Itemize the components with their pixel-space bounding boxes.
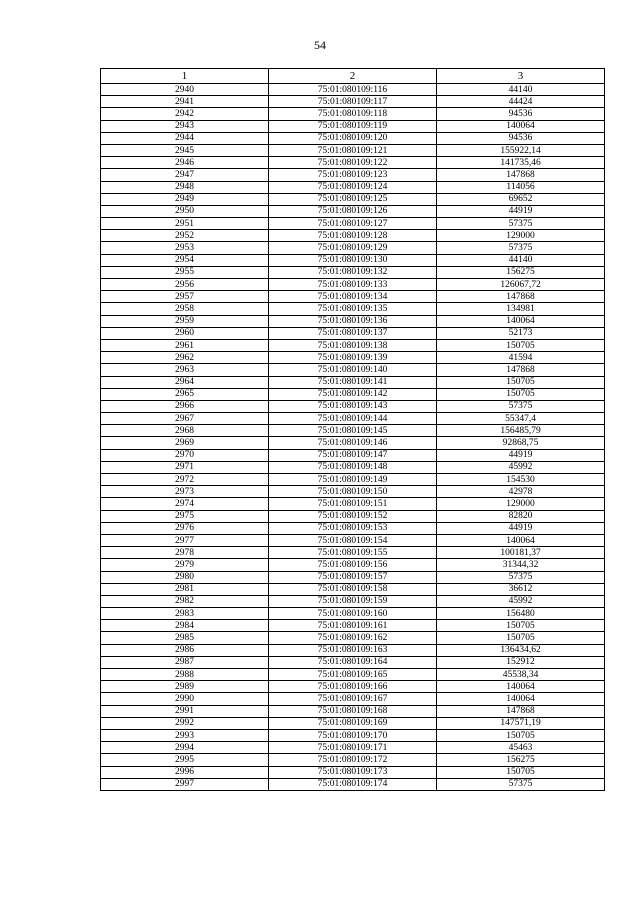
cadastral-number-cell: 75:01:080109:119: [269, 120, 437, 132]
value-cell: 44140: [437, 254, 605, 266]
cadastral-number-cell: 75:01:080109:167: [269, 693, 437, 705]
row-number-cell: 2948: [101, 181, 269, 193]
cadastral-number-cell: 75:01:080109:129: [269, 242, 437, 254]
cadastral-number-cell: 75:01:080109:172: [269, 754, 437, 766]
table-row: [101, 169, 605, 181]
value-cell: 45992: [437, 461, 605, 473]
row-number-cell: 2968: [101, 425, 269, 437]
value-cell: 150705: [437, 729, 605, 741]
cadastral-number-cell: 75:01:080109:160: [269, 608, 437, 620]
table-row: [101, 729, 605, 741]
cadastral-number-cell: 75:01:080109:137: [269, 327, 437, 339]
value-cell: 147868: [437, 291, 605, 303]
value-cell: 136434,62: [437, 644, 605, 656]
row-number-cell: 2976: [101, 522, 269, 534]
table-row: [101, 205, 605, 217]
row-number-cell: 2980: [101, 571, 269, 583]
table-row: [101, 266, 605, 278]
table-row: [101, 474, 605, 486]
row-number-cell: 2951: [101, 218, 269, 230]
value-cell: 156480: [437, 608, 605, 620]
table-body: [101, 84, 605, 791]
row-number-cell: 2994: [101, 742, 269, 754]
table-row: [101, 571, 605, 583]
row-number-cell: 2971: [101, 461, 269, 473]
cadastral-number-cell: 75:01:080109:163: [269, 644, 437, 656]
row-number-cell: 2969: [101, 437, 269, 449]
row-number-cell: 2965: [101, 388, 269, 400]
value-cell: 156275: [437, 266, 605, 278]
table-row: [101, 620, 605, 632]
cadastral-number-cell: 75:01:080109:126: [269, 205, 437, 217]
value-cell: 150705: [437, 766, 605, 778]
header-row: [101, 69, 605, 84]
table-row: [101, 400, 605, 412]
table-row: [101, 388, 605, 400]
cadastral-number-cell: 75:01:080109:125: [269, 193, 437, 205]
value-cell: 129000: [437, 230, 605, 242]
row-number-cell: 2995: [101, 754, 269, 766]
page-number: 54: [314, 38, 326, 52]
value-cell: 126067,72: [437, 279, 605, 291]
value-cell: 114056: [437, 181, 605, 193]
cadastral-number-cell: 75:01:080109:155: [269, 547, 437, 559]
row-number-cell: 2977: [101, 534, 269, 546]
row-number-cell: 2973: [101, 486, 269, 498]
value-cell: 100181,37: [437, 547, 605, 559]
row-number-cell: 2960: [101, 327, 269, 339]
value-cell: 155922,14: [437, 144, 605, 156]
cadastral-number-cell: 75:01:080109:139: [269, 352, 437, 364]
cadastral-number-cell: 75:01:080109:166: [269, 681, 437, 693]
table-row: [101, 595, 605, 607]
row-number-cell: 2993: [101, 729, 269, 741]
row-number-cell: 2985: [101, 632, 269, 644]
column-header-3: 3: [437, 69, 605, 84]
row-number-cell: 2957: [101, 291, 269, 303]
table-row: [101, 437, 605, 449]
value-cell: 156275: [437, 754, 605, 766]
value-cell: 44140: [437, 84, 605, 96]
row-number-cell: 2955: [101, 266, 269, 278]
value-cell: 150705: [437, 632, 605, 644]
table-row: [101, 486, 605, 498]
row-number-cell: 2984: [101, 620, 269, 632]
table-row: [101, 705, 605, 717]
cadastral-number-cell: 75:01:080109:147: [269, 449, 437, 461]
cadastral-number-cell: 75:01:080109:174: [269, 778, 437, 790]
column-header-2: 2: [269, 69, 437, 84]
table-row: [101, 364, 605, 376]
value-cell: 147571,19: [437, 717, 605, 729]
table-row: [101, 754, 605, 766]
table-row: [101, 669, 605, 681]
value-cell: 150705: [437, 339, 605, 351]
row-number-cell: 2949: [101, 193, 269, 205]
value-cell: 92868,75: [437, 437, 605, 449]
value-cell: 52173: [437, 327, 605, 339]
cadastral-number-cell: 75:01:080109:135: [269, 303, 437, 315]
value-cell: 57375: [437, 218, 605, 230]
value-cell: 150705: [437, 388, 605, 400]
table-row: [101, 315, 605, 327]
cadastral-number-cell: 75:01:080109:157: [269, 571, 437, 583]
data-table: [100, 68, 605, 791]
row-number-cell: 2992: [101, 717, 269, 729]
row-number-cell: 2970: [101, 449, 269, 461]
table-row: [101, 559, 605, 571]
value-cell: 57375: [437, 242, 605, 254]
cadastral-number-cell: 75:01:080109:165: [269, 669, 437, 681]
row-number-cell: 2958: [101, 303, 269, 315]
row-number-cell: 2953: [101, 242, 269, 254]
table-row: [101, 339, 605, 351]
cadastral-number-cell: 75:01:080109:153: [269, 522, 437, 534]
row-number-cell: 2952: [101, 230, 269, 242]
row-number-cell: 2947: [101, 169, 269, 181]
table-row: [101, 327, 605, 339]
table-row: [101, 778, 605, 790]
table-header: [101, 69, 605, 84]
row-number-cell: 2956: [101, 279, 269, 291]
value-cell: 36612: [437, 583, 605, 595]
row-number-cell: 2943: [101, 120, 269, 132]
table-row: [101, 413, 605, 425]
cadastral-number-cell: 75:01:080109:128: [269, 230, 437, 242]
row-number-cell: 2964: [101, 376, 269, 388]
value-cell: 134981: [437, 303, 605, 315]
value-cell: 154530: [437, 474, 605, 486]
value-cell: 45463: [437, 742, 605, 754]
cadastral-number-cell: 75:01:080109:154: [269, 534, 437, 546]
table-row: [101, 534, 605, 546]
row-number-cell: 2989: [101, 681, 269, 693]
table-row: [101, 303, 605, 315]
cadastral-number-cell: 75:01:080109:149: [269, 474, 437, 486]
table-row: [101, 230, 605, 242]
cadastral-number-cell: 75:01:080109:124: [269, 181, 437, 193]
cadastral-number-cell: 75:01:080109:145: [269, 425, 437, 437]
table-row: [101, 144, 605, 156]
table-row: [101, 522, 605, 534]
cadastral-number-cell: 75:01:080109:143: [269, 400, 437, 412]
row-number-cell: 2950: [101, 205, 269, 217]
value-cell: 140064: [437, 120, 605, 132]
row-number-cell: 2982: [101, 595, 269, 607]
cadastral-number-cell: 75:01:080109:136: [269, 315, 437, 327]
cadastral-number-cell: 75:01:080109:170: [269, 729, 437, 741]
value-cell: 147868: [437, 364, 605, 376]
table-row: [101, 717, 605, 729]
row-number-cell: 2979: [101, 559, 269, 571]
row-number-cell: 2986: [101, 644, 269, 656]
row-number-cell: 2981: [101, 583, 269, 595]
cadastral-number-cell: 75:01:080109:159: [269, 595, 437, 607]
value-cell: 69652: [437, 193, 605, 205]
row-number-cell: 2962: [101, 352, 269, 364]
row-number-cell: 2974: [101, 498, 269, 510]
value-cell: 45992: [437, 595, 605, 607]
table-row: [101, 279, 605, 291]
cadastral-number-cell: 75:01:080109:171: [269, 742, 437, 754]
table-row: [101, 461, 605, 473]
table-row: [101, 120, 605, 132]
cadastral-number-cell: 75:01:080109:134: [269, 291, 437, 303]
cadastral-number-cell: 75:01:080109:169: [269, 717, 437, 729]
row-number-cell: 2944: [101, 132, 269, 144]
row-number-cell: 2997: [101, 778, 269, 790]
value-cell: 147868: [437, 705, 605, 717]
table-row: [101, 291, 605, 303]
table-row: [101, 449, 605, 461]
value-cell: 57375: [437, 778, 605, 790]
value-cell: 41594: [437, 352, 605, 364]
column-header-1: 1: [101, 69, 269, 84]
cadastral-number-cell: 75:01:080109:162: [269, 632, 437, 644]
value-cell: 150705: [437, 376, 605, 388]
value-cell: 44919: [437, 522, 605, 534]
cadastral-number-cell: 75:01:080109:161: [269, 620, 437, 632]
value-cell: 57375: [437, 400, 605, 412]
table-row: [101, 681, 605, 693]
table-row: [101, 193, 605, 205]
row-number-cell: 2987: [101, 656, 269, 668]
value-cell: 57375: [437, 571, 605, 583]
cadastral-number-cell: 75:01:080109:138: [269, 339, 437, 351]
row-number-cell: 2996: [101, 766, 269, 778]
cadastral-number-cell: 75:01:080109:152: [269, 510, 437, 522]
row-number-cell: 2975: [101, 510, 269, 522]
table-row: [101, 108, 605, 120]
table-row: [101, 181, 605, 193]
cadastral-number-cell: 75:01:080109:142: [269, 388, 437, 400]
cadastral-number-cell: 75:01:080109:133: [269, 279, 437, 291]
cadastral-number-cell: 75:01:080109:132: [269, 266, 437, 278]
cadastral-number-cell: 75:01:080109:122: [269, 157, 437, 169]
cadastral-number-cell: 75:01:080109:121: [269, 144, 437, 156]
cadastral-number-cell: 75:01:080109:127: [269, 218, 437, 230]
table-row: [101, 84, 605, 96]
value-cell: 156485,79: [437, 425, 605, 437]
value-cell: 94536: [437, 132, 605, 144]
value-cell: 140064: [437, 315, 605, 327]
table-row: [101, 254, 605, 266]
value-cell: 44919: [437, 205, 605, 217]
value-cell: 44424: [437, 96, 605, 108]
value-cell: 42978: [437, 486, 605, 498]
cadastral-number-cell: 75:01:080109:141: [269, 376, 437, 388]
row-number-cell: 2961: [101, 339, 269, 351]
cadastral-number-cell: 75:01:080109:130: [269, 254, 437, 266]
value-cell: 140064: [437, 534, 605, 546]
table-row: [101, 656, 605, 668]
row-number-cell: 2963: [101, 364, 269, 376]
cadastral-number-cell: 75:01:080109:120: [269, 132, 437, 144]
value-cell: 141735,46: [437, 157, 605, 169]
table-row: [101, 425, 605, 437]
value-cell: 45538,34: [437, 669, 605, 681]
value-cell: 94536: [437, 108, 605, 120]
cadastral-number-cell: 75:01:080109:123: [269, 169, 437, 181]
value-cell: 82820: [437, 510, 605, 522]
row-number-cell: 2959: [101, 315, 269, 327]
row-number-cell: 2966: [101, 400, 269, 412]
table-row: [101, 510, 605, 522]
table-row: [101, 218, 605, 230]
value-cell: 129000: [437, 498, 605, 510]
row-number-cell: 2940: [101, 84, 269, 96]
cadastral-number-cell: 75:01:080109:140: [269, 364, 437, 376]
row-number-cell: 2967: [101, 413, 269, 425]
cadastral-number-cell: 75:01:080109:164: [269, 656, 437, 668]
table-row: [101, 96, 605, 108]
table-row: [101, 632, 605, 644]
value-cell: 147868: [437, 169, 605, 181]
table-row: [101, 157, 605, 169]
value-cell: 152912: [437, 656, 605, 668]
table-row: [101, 608, 605, 620]
row-number-cell: 2942: [101, 108, 269, 120]
row-number-cell: 2954: [101, 254, 269, 266]
table-row: [101, 352, 605, 364]
value-cell: 140064: [437, 681, 605, 693]
row-number-cell: 2941: [101, 96, 269, 108]
cadastral-number-cell: 75:01:080109:116: [269, 84, 437, 96]
row-number-cell: 2972: [101, 474, 269, 486]
cadastral-number-cell: 75:01:080109:150: [269, 486, 437, 498]
value-cell: 140064: [437, 693, 605, 705]
row-number-cell: 2988: [101, 669, 269, 681]
value-cell: 44919: [437, 449, 605, 461]
row-number-cell: 2946: [101, 157, 269, 169]
table-row: [101, 644, 605, 656]
value-cell: 31344,32: [437, 559, 605, 571]
cadastral-number-cell: 75:01:080109:144: [269, 413, 437, 425]
cadastral-number-cell: 75:01:080109:118: [269, 108, 437, 120]
row-number-cell: 2990: [101, 693, 269, 705]
row-number-cell: 2991: [101, 705, 269, 717]
cadastral-number-cell: 75:01:080109:148: [269, 461, 437, 473]
cadastral-number-cell: 75:01:080109:156: [269, 559, 437, 571]
row-number-cell: 2945: [101, 144, 269, 156]
cadastral-number-cell: 75:01:080109:173: [269, 766, 437, 778]
row-number-cell: 2983: [101, 608, 269, 620]
cadastral-number-cell: 75:01:080109:117: [269, 96, 437, 108]
table-row: [101, 376, 605, 388]
table-row: [101, 693, 605, 705]
cadastral-number-cell: 75:01:080109:158: [269, 583, 437, 595]
table-row: [101, 132, 605, 144]
table-row: [101, 583, 605, 595]
cadastral-number-cell: 75:01:080109:168: [269, 705, 437, 717]
value-cell: 150705: [437, 620, 605, 632]
table-row: [101, 498, 605, 510]
table-row: [101, 242, 605, 254]
cadastral-number-cell: 75:01:080109:151: [269, 498, 437, 510]
table-row: [101, 742, 605, 754]
table-row: [101, 547, 605, 559]
row-number-cell: 2978: [101, 547, 269, 559]
table-row: [101, 766, 605, 778]
value-cell: 55347,4: [437, 413, 605, 425]
cadastral-number-cell: 75:01:080109:146: [269, 437, 437, 449]
